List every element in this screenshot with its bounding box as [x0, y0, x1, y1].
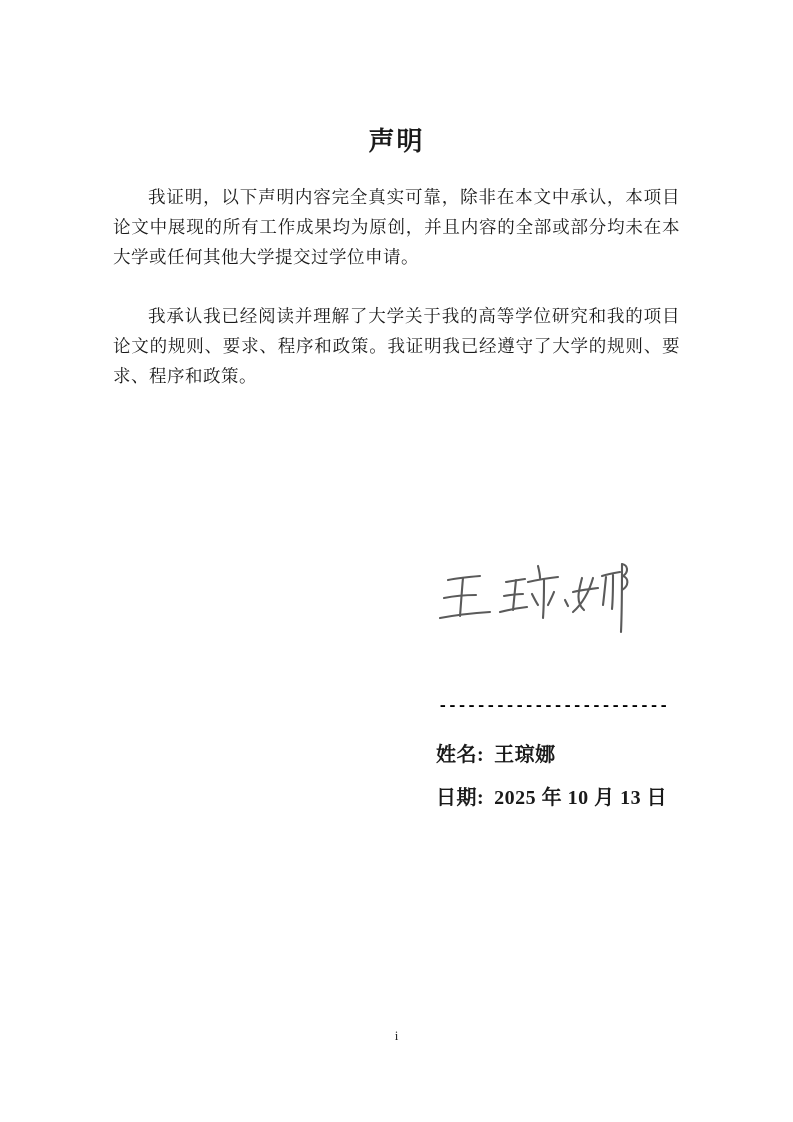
page-number: i: [394, 1028, 399, 1043]
handwritten-signature: [432, 552, 632, 644]
name-value: 王琼娜: [494, 744, 556, 766]
date-label: 日期:: [436, 787, 485, 809]
page-title: 声明: [368, 127, 425, 156]
declaration-body: [113, 182, 680, 420]
signer-name-row: [436, 738, 556, 767]
signature-date-row: [436, 781, 667, 810]
date-value: 2025 年 10 月 13 日: [494, 787, 668, 809]
signature-line: ------------------------: [438, 697, 669, 715]
name-label: 姓名:: [436, 744, 485, 766]
declaration-paragraph-2: 我承认我已经阅读并理解了大学关于我的高等学位研究和我的项目论文的规则、要求、程序和政策。我证明我已经遵守了大学的规则、要求、程序和政策。: [113, 306, 680, 386]
declaration-paragraph-1: 我证明，以下声明内容完全真实可靠，除非在本文中承认，本项目论文中展现的所有工作成果均为原创，并且内容的全部或部分均未在本大学或任何其他大学提交过学位申请。: [113, 187, 680, 267]
